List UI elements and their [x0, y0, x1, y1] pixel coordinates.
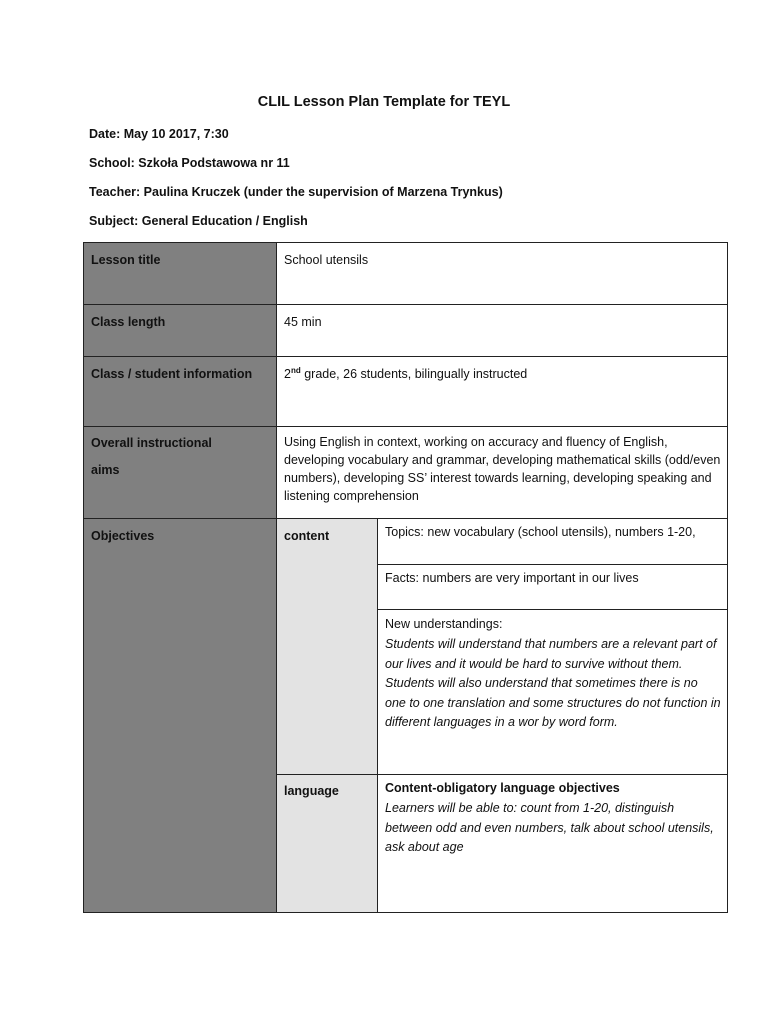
school-line: School: Szkoła Podstawowa nr 11 [89, 156, 290, 170]
class-info-rest: grade, 26 students, bilingually instructed [300, 367, 528, 381]
objectives-topics: Topics: new vocabulary (school utensils), numbers 1-20, [378, 519, 728, 565]
subject-line: Subject: General Education / English [89, 214, 308, 228]
row-lesson-title [84, 243, 728, 305]
language-label: language [277, 775, 378, 913]
row-aims [84, 427, 728, 519]
language-objectives-cell [378, 775, 728, 913]
new-understandings-cell [378, 610, 728, 775]
objectives-facts: Facts: numbers are very important in our lives [378, 565, 728, 610]
document-title: CLIL Lesson Plan Template for TEYL [257, 94, 511, 110]
row-class-info [84, 357, 728, 427]
class-info-value [277, 357, 728, 427]
row-class-length [84, 305, 728, 357]
teacher-line: Teacher: Paulina Kruczek (under the supervision of Marzena Trynkus) [89, 185, 503, 199]
row-objectives-topics [84, 519, 728, 565]
aims-value: Using English in context, working on accuracy and fluency of English, developing vocabulary and grammar, developing mathematical skills (odd/even numbers), developing SS’ interest towards learning, developing speaking and listening comprehension [277, 427, 728, 519]
lesson-title-label: Lesson title [84, 243, 277, 305]
aims-label [84, 427, 277, 519]
objectives-label: Objectives [84, 519, 277, 913]
class-length-value: 45 min [277, 305, 728, 357]
date-line: Date: May 10 2017, 7:30 [89, 127, 229, 141]
lesson-plan-table [83, 242, 728, 913]
lesson-title-value: School utensils [277, 243, 728, 305]
language-objectives-heading: Content-obligatory language objectives [385, 781, 620, 795]
class-info-label: Class / student information [84, 357, 277, 427]
language-objectives-text: Learners will be able to: count from 1-20, distinguish between odd and even numbers, talk about school utensils, ask about age [385, 801, 714, 854]
new-understandings-text: Students will understand that numbers are a relevant part of our lives and it would be hard to survive without them. Students will also understand that sometimes there is no one to one translation and some structures do not function in different languages in a wor by word form. [385, 637, 721, 729]
grade-suffix: nd [290, 365, 301, 375]
grade-number: 2 [284, 367, 291, 381]
aims-label-line1: Overall instructional [91, 436, 212, 450]
class-length-label: Class length [84, 305, 277, 357]
content-label: content [277, 519, 378, 775]
aims-label-line2: aims [91, 463, 120, 477]
new-understandings-heading: New understandings: [385, 617, 503, 631]
